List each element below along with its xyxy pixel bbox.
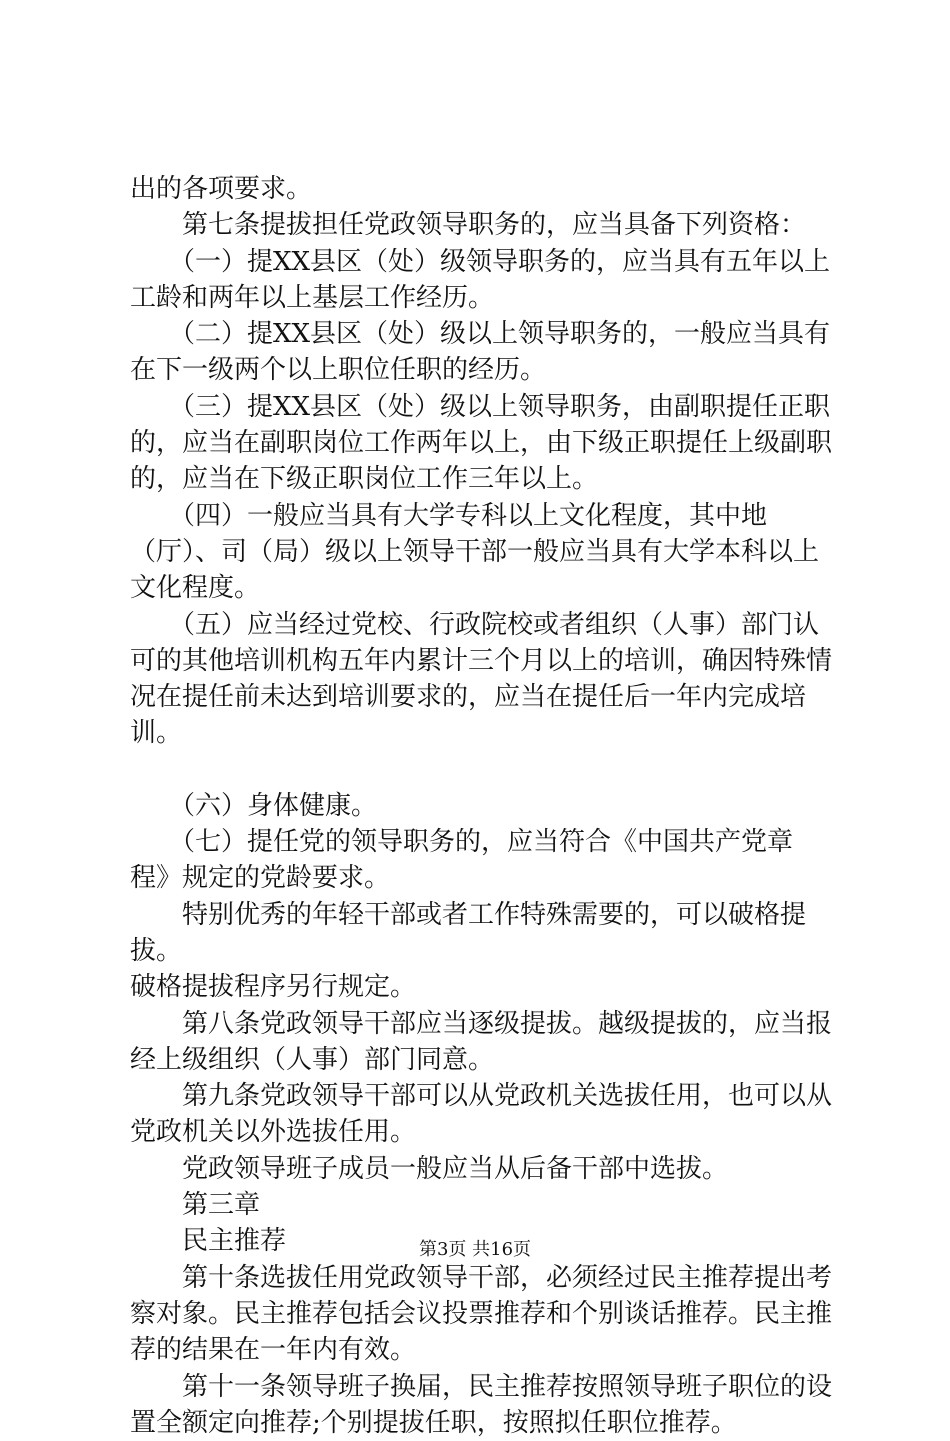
paragraph xyxy=(130,1006,840,1079)
paragraph xyxy=(130,824,840,897)
page-footer xyxy=(0,1238,950,1262)
paragraph xyxy=(130,171,840,207)
text-line: 的，应当在下级正职岗位工作三年以上。 xyxy=(130,464,598,494)
text-line: 置全额定向推荐;个别提拔任职，按照拟任职位推荐。 xyxy=(130,1408,737,1438)
text-line: （二）提XX县区（处）级以上领导职务的，一般应当具有 xyxy=(130,319,830,349)
text-line: 况在提任前未达到培训要求的，应当在提任后一年内完成培训。 xyxy=(130,682,806,748)
text-line: （三）提XX县区（处）级以上领导职务，由副职提任正职 xyxy=(130,392,830,422)
text-line: （一）提XX县区（处）级领导职务的，应当具有五年以上 xyxy=(130,247,830,277)
paragraph xyxy=(130,1078,840,1151)
text-line: 察对象。民主推荐包括会议投票推荐和个别谈话推荐。民主推 xyxy=(130,1299,832,1329)
paragraph xyxy=(130,1260,840,1369)
chapter-heading xyxy=(130,1187,840,1223)
text-line: 党政领导班子成员一般应当从后备干部中选拔。 xyxy=(130,1154,728,1184)
text-line: 出的各项要求。 xyxy=(130,174,312,204)
text-line: （四）一般应当具有大学专科以上文化程度，其中地 xyxy=(130,501,767,531)
text-line: （六）身体健康。 xyxy=(130,791,377,821)
paragraph xyxy=(130,207,840,243)
text-line: 的，应当在副职岗位工作两年以上，由下级正职提任上级副职 xyxy=(130,428,832,458)
text-line: 特别优秀的年轻干部或者工作特殊需要的，可以破格提拔。 xyxy=(130,900,806,966)
text-line: 党政机关以外选拔任用。 xyxy=(130,1117,416,1147)
text-line: 第七条提拔担任党政领导职务的，应当具备下列资格： xyxy=(130,210,806,240)
page-indicator: 第3页 共16页 xyxy=(419,1239,531,1260)
text-line: 第八条党政领导干部应当逐级提拔。越级提拔的，应当报 xyxy=(130,1009,832,1039)
text-line: 工龄和两年以上基层工作经历。 xyxy=(130,283,494,313)
paragraph xyxy=(130,607,840,752)
text-line: 经上级组织（人事）部门同意。 xyxy=(130,1045,494,1075)
text-line: 第九条党政领导干部可以从党政机关选拔任用，也可以从 xyxy=(130,1081,832,1111)
text-line: 可的其他培训机构五年内累计三个月以上的培训，确因特殊情 xyxy=(130,646,832,676)
paragraph xyxy=(130,788,840,824)
text-line: 文化程度。 xyxy=(130,573,260,603)
text-line: 第十一条领导班子换届，民主推荐按照领导班子职位的设 xyxy=(130,1372,832,1402)
paragraph xyxy=(130,498,840,607)
paragraph xyxy=(130,316,840,389)
paragraph xyxy=(130,244,840,317)
text-line: 第三章 xyxy=(130,1190,260,1220)
text-line: （七）提任党的领导职务的，应当符合《中国共产党章 xyxy=(130,827,793,857)
text-line: 程》规定的党龄要求。 xyxy=(130,863,390,893)
paragraph xyxy=(130,1151,840,1187)
text-line: 荐的结果在一年内有效。 xyxy=(130,1335,416,1365)
paragraph xyxy=(130,389,840,498)
text-line: 民主推荐 xyxy=(130,1226,286,1256)
paragraph xyxy=(130,1369,840,1441)
text-line: （厅）、司（局）级以上领导干部一般应当具有大学本科以上 xyxy=(130,537,819,567)
text-line: 在下一级两个以上职位任职的经历。 xyxy=(130,355,546,385)
paragraph xyxy=(130,897,840,1006)
text-line: （五）应当经过党校、行政院校或者组织（人事）部门认 xyxy=(130,610,819,640)
text-line: 破格提拔程序另行规定。 xyxy=(130,972,416,1002)
text-line: 第十条选拔任用党政领导干部，必须经过民主推荐提出考 xyxy=(130,1263,832,1293)
